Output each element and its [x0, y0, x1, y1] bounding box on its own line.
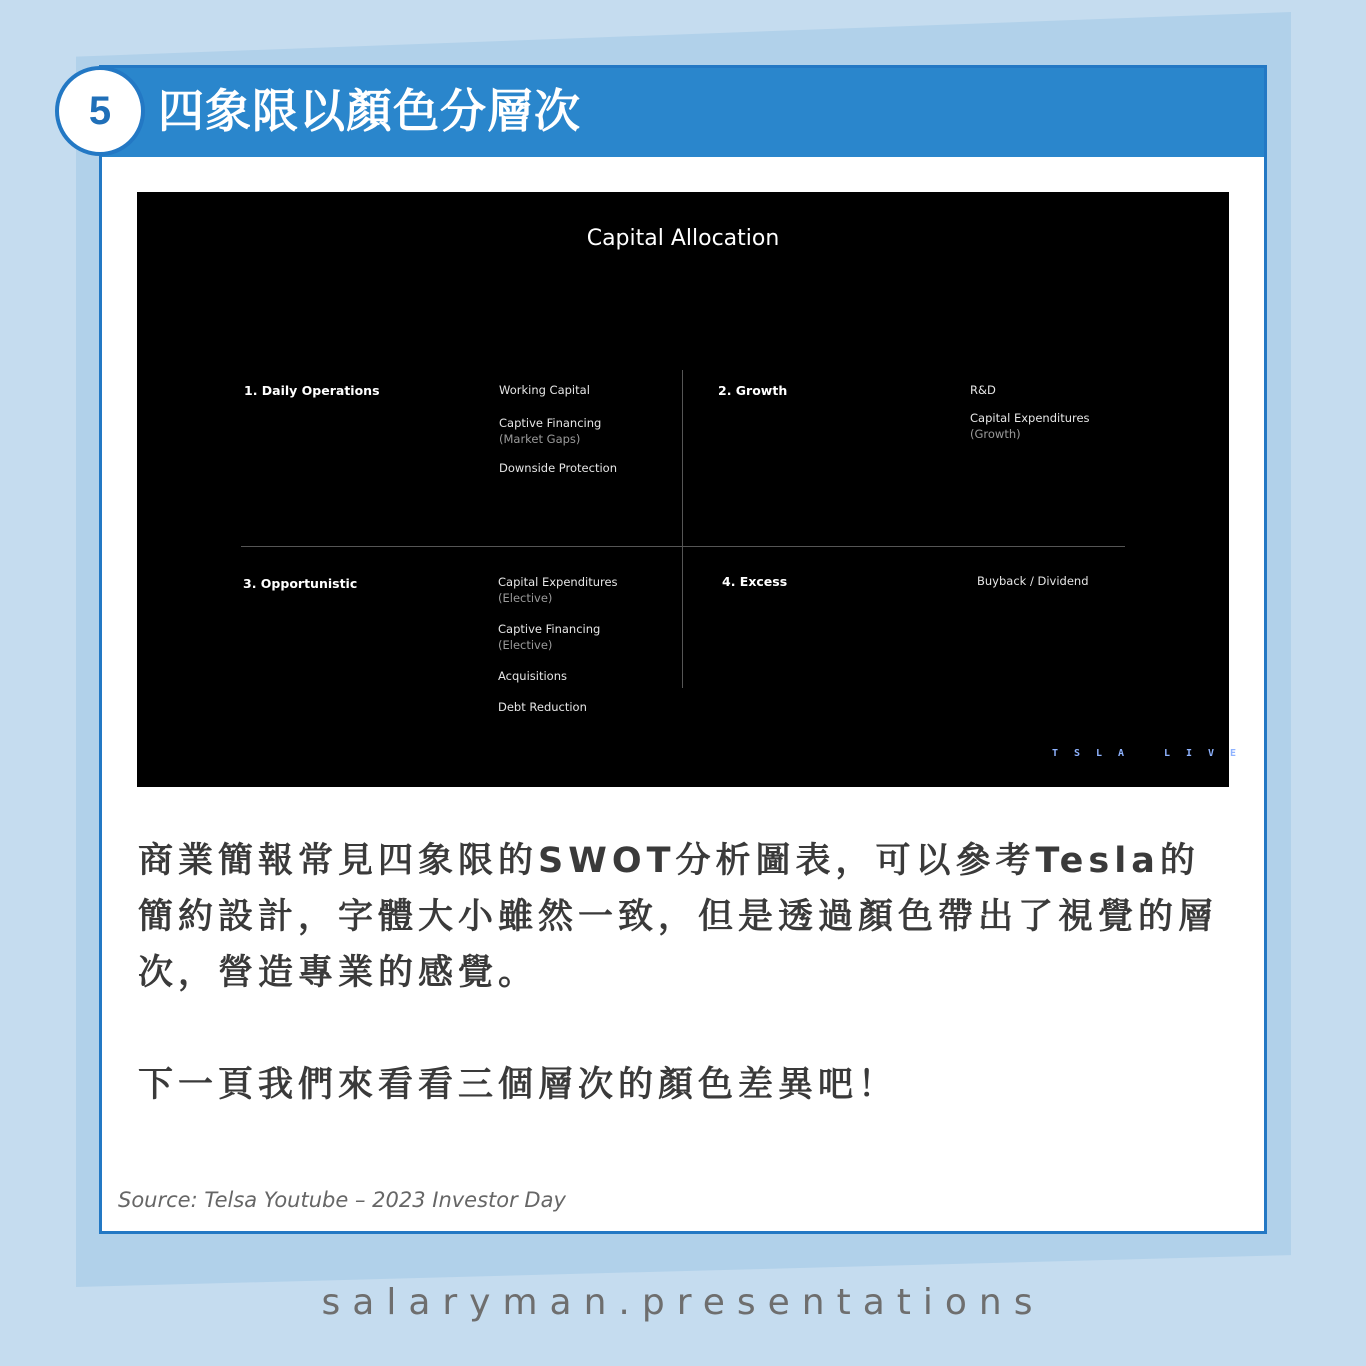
logo-letter: I — [1185, 748, 1195, 759]
logo-letter: E — [1229, 748, 1239, 759]
body-paragraph-2: 下一頁我們來看看三個層次的顏色差異吧！ — [138, 1065, 899, 1105]
logo-letter: V — [1207, 748, 1217, 759]
source-note: Source: Telsa Youtube – 2023 Investor Day — [118, 1188, 566, 1212]
quadrant-2-heading: 2. Growth — [718, 383, 788, 398]
logo-letter: A — [1117, 748, 1127, 759]
item-label: Buyback / Dividend — [977, 574, 1089, 588]
item-label: Capital Expenditures — [970, 411, 1090, 425]
logo-letter: T — [1051, 748, 1061, 759]
tesla-live-logo — [1045, 748, 1245, 759]
slide-image — [137, 192, 1239, 787]
quadrant-item — [498, 621, 618, 653]
item-label: Captive Financing — [499, 416, 602, 430]
quadrant-item — [499, 460, 617, 476]
step-number-badge: 5 — [55, 66, 145, 156]
quadrant-3-heading: 3. Opportunistic — [243, 576, 358, 591]
logo-letter: L — [1095, 748, 1105, 759]
item-label: Downside Protection — [499, 461, 617, 475]
quadrant-item — [499, 415, 617, 447]
logo-letter: S — [1073, 748, 1083, 759]
quadrant-1-heading: 1. Daily Operations — [244, 383, 380, 398]
item-label: R&D — [970, 383, 996, 397]
quadrant-4-items — [977, 573, 1089, 589]
header-bar — [102, 68, 1264, 157]
item-sublabel: (Elective) — [498, 638, 553, 652]
page-title: 四象限以顏色分層次 — [158, 84, 581, 138]
item-label: Acquisitions — [498, 669, 567, 683]
item-label: Capital Expenditures — [498, 575, 618, 589]
item-sublabel: (Market Gaps) — [499, 432, 581, 446]
quadrant-2-items — [970, 382, 1090, 442]
body-text — [138, 833, 1228, 1113]
quadrant-item — [498, 699, 618, 715]
logo-letter: L — [1163, 748, 1173, 759]
body-paragraph-1: 商業簡報常見四象限的SWOT分析圖表，可以參考Tesla的簡約設計，字體大小雖然一致，但是透過顏色帶出了視覺的層次，營造專業的感覺。 — [138, 841, 1219, 993]
quadrant-item — [970, 382, 1090, 398]
item-label: Debt Reduction — [498, 700, 587, 714]
quadrant-divider-vertical — [682, 370, 683, 688]
footer-brand: salaryman.presentations — [321, 1282, 1045, 1323]
item-label: Working Capital — [499, 383, 590, 397]
quadrant-3-items — [498, 574, 618, 715]
quadrant-item — [498, 574, 618, 606]
quadrant-1-items — [499, 382, 617, 476]
quadrant-4-heading: 4. Excess — [722, 574, 788, 589]
quadrant-item — [977, 573, 1089, 589]
quadrant-item — [498, 668, 618, 684]
slide-title: Capital Allocation — [586, 226, 780, 251]
quadrant-divider-horizontal — [241, 546, 1125, 547]
item-sublabel: (Growth) — [970, 427, 1021, 441]
item-sublabel: (Elective) — [498, 591, 553, 605]
quadrant-item — [499, 382, 617, 398]
quadrant-item — [970, 410, 1090, 442]
item-label: Captive Financing — [498, 622, 601, 636]
